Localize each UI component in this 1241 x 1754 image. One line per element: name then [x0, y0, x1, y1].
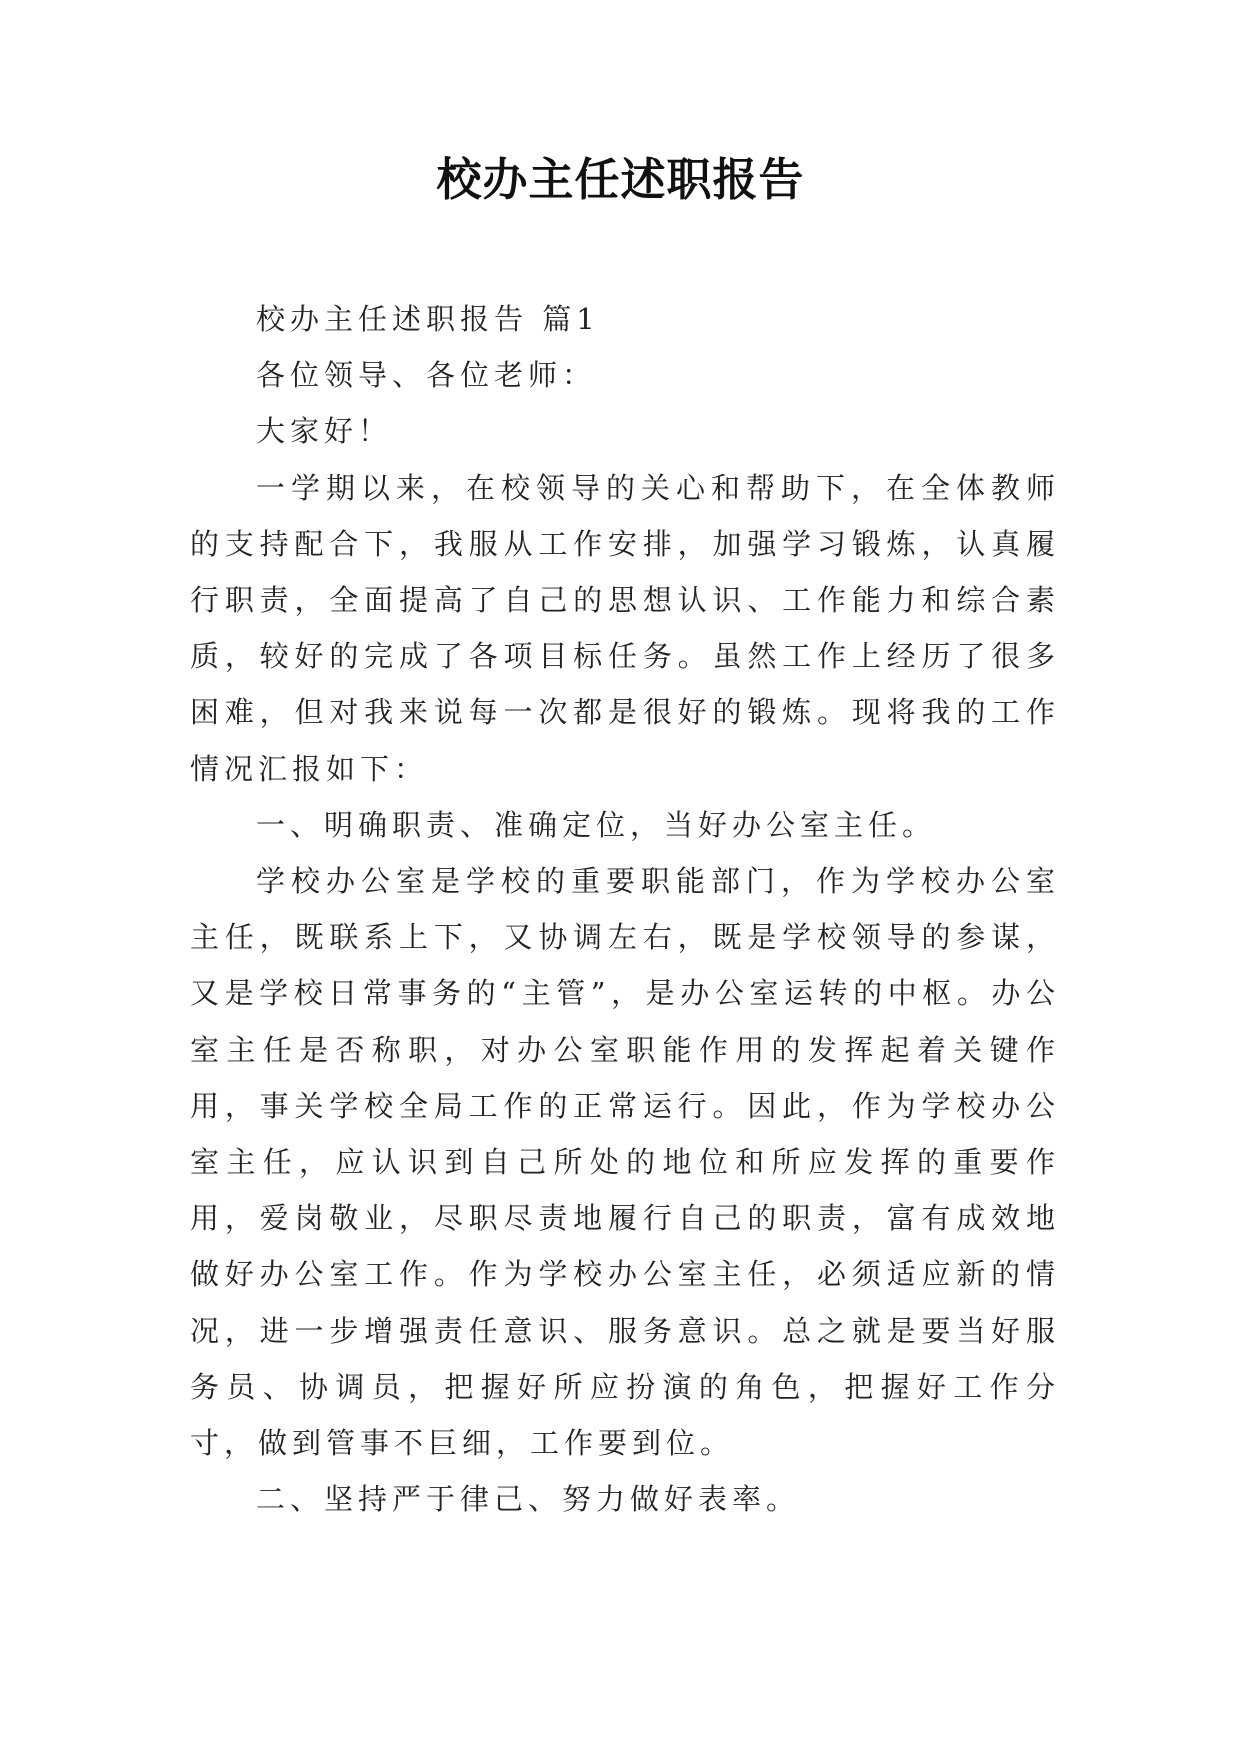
document-body [190, 291, 1060, 1527]
paragraph-salutation: 各位领导、各位老师： [256, 358, 597, 393]
paragraph-heading: 校办主任述职报告 篇1 [256, 302, 600, 336]
paragraph-intro: 一学期以来，在校领导的关心和帮助下，在全体教师的支持配合下，我服从工作安排，加强学习锻炼，认真履行职责，全面提高了自己的思想认识、工作能力和综合素质，较好的完成了各项目标任务。虽然工作上经历了很多困难，但对我来说每一次都是很好的锻炼。现将我的工作情况汇报如下： [190, 470, 1060, 786]
section-heading-1: 一、明确职责、准确定位，当好办公室主任。 [256, 807, 937, 842]
paragraph-greeting: 大家好！ [256, 414, 393, 449]
paragraph-section-1: 学校办公室是学校的重要职能部门，作为学校办公室主任，既联系上下，又协调左右，既是学校领导的参谋，又是学校日常事务的“主管”，是办公室运转的中枢。办公室主任是否称职，对办公室职能作用的发挥起着关键作用，事关学校全局工作的正常运行。因此，作为学校办公室主任，应认识到自己所处的地位和所应发挥的重要作用，爱岗敬业，尽职尽责地履行自己的职责，富有成效地做好办公室工作。作为学校办公室主任，必须适应新的情况，进一步增强责任意识、服务意识。总之就是要当好服务员、协调员，把握好所应扮演的角色，把握好工作分寸，做到管事不巨细，工作要到位。 [190, 864, 1060, 1461]
section-heading-2: 二、坚持严于律己、努力做好表率。 [256, 1482, 801, 1517]
document-title: 校办主任述职报告 [436, 153, 805, 206]
